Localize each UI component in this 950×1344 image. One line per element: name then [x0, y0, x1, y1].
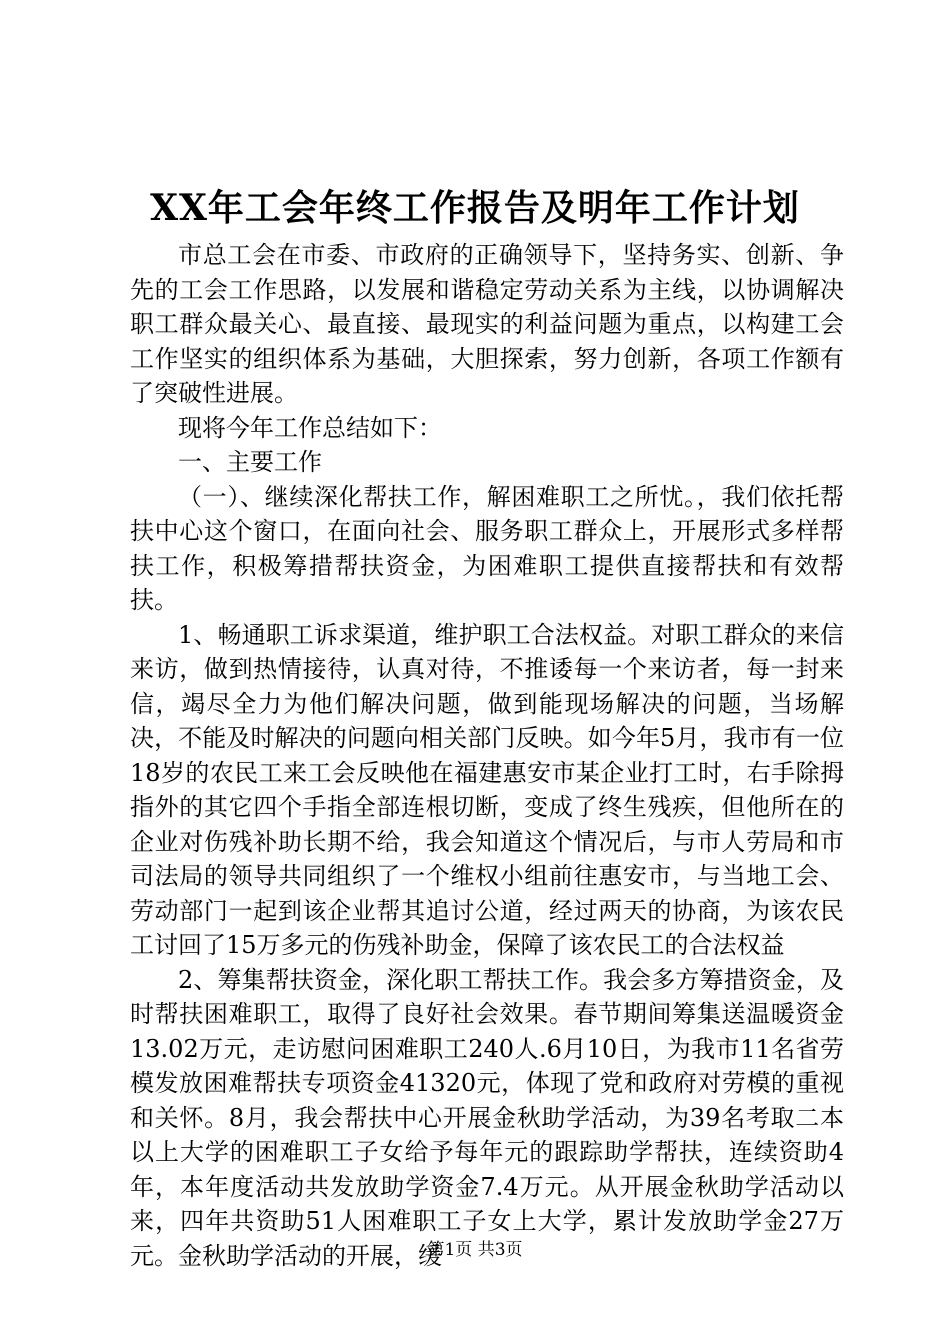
paragraph-intro: 市总工会在市委、市政府的正确领导下，坚持务实、创新、争先的工会工作思路，以发展和谐稳定劳动关系为主线，以协调解决职工群众最关心、最直接、最现实的利益问题为重点，以构建工会工作坚实的组织体系为基础，大胆探索，努力创新，各项工作额有了突破性进展。	[130, 241, 844, 407]
section-heading-main-work: 一、主要工作	[178, 448, 322, 476]
paragraph-item-2: 2、筹集帮扶资金，深化职工帮扶工作。我会多方筹措资金，及时帮扶困难职工，取得了良好社会效果。春节期间筹集送温暖资金13.02万元，走访慰问困难职工240人.6月10日，为我市11名省劳模发放困难帮扶专项资金41320元，体现了党和政府对劳模的重视和关怀。8月，我会帮扶中心开展金秋助学活动，为39名考取二本以上大学的困难职工子女给予每年元的跟踪助学帮扶，连续资助4年，本年度活动共发放助学资金7.4万元。从开展金秋助学活动以来，四年共资助51人困难职工子女上大学，累计发放助学金27万元。金秋助学活动的开展，缓	[130, 965, 844, 1270]
page-footer: 第1页 共3页	[427, 1240, 523, 1260]
subsection-heading-assistance: （一）、继续深化帮扶工作，解困难职工之所忧。，我们依托帮扶中心这个窗口，在面向社会、服务职工群众上，开展形式多样帮扶工作，积极筹措帮扶资金，为困难职工提供直接帮扶和有效帮扶。	[130, 482, 844, 614]
paragraph-item-1: 1、畅通职工诉求渠道，维护职工合法权益。对职工群众的来信来访，做到热情接待，认真对待，不推诿每一个来访者，每一封来信，竭尽全力为他们解决问题，做到能现场解决的问题，当场解决，不能及时解决的问题向相关部门反映。如今年5月，我市有一位18岁的农民工来工会反映他在福建惠安市某企业打工时，右手除拇指外的其它四个手指全部连根切断，变成了终生残疾，但他所在的企业对伤残补助长期不给，我会知道这个情况后，与市人劳局和市司法局的领导共同组织了一个维权小组前往惠安市，与当地工会、劳动部门一起到该企业帮其追讨公道，经过两天的协商，为该农民工讨回了15万多元的伤残补助金，保障了该农民工的合法权益	[130, 620, 844, 959]
document-title: XX年工会年终工作报告及明年工作计划	[150, 187, 800, 229]
document-body	[130, 238, 844, 1273]
paragraph-summary-lead: 现将今年工作总结如下：	[178, 413, 442, 442]
